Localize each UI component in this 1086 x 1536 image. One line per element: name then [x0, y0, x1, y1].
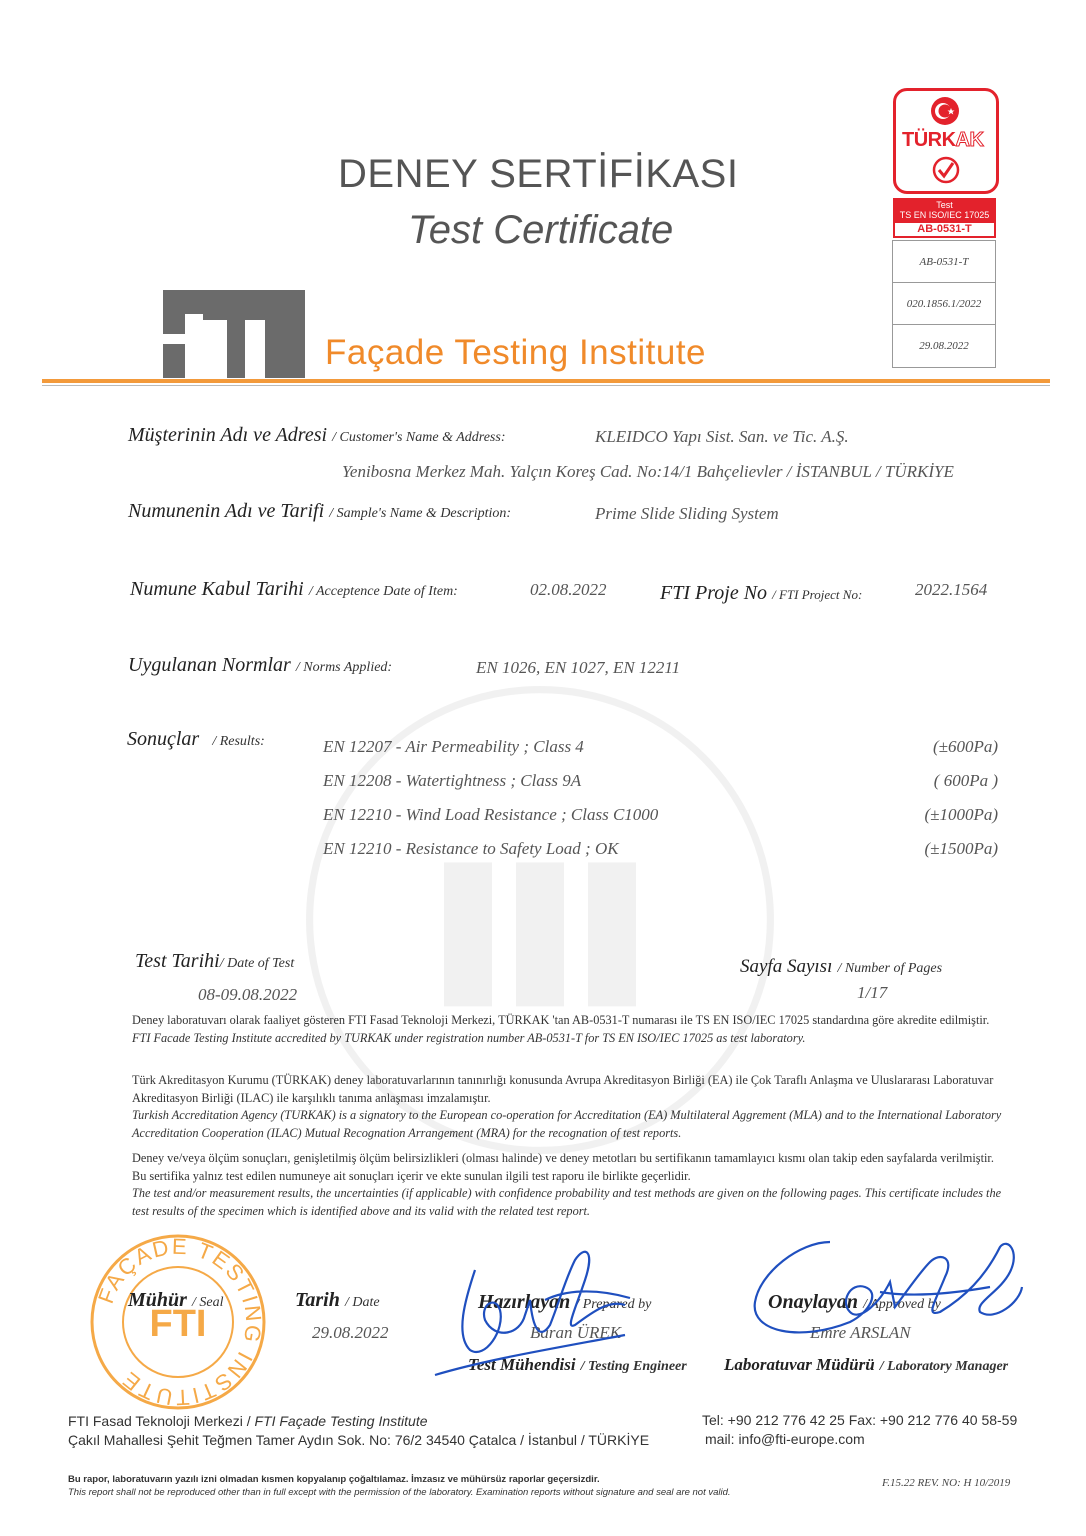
preparer-signature: [425, 1240, 655, 1380]
footer-organization: [68, 1413, 428, 1429]
checkmark-icon: [931, 155, 961, 185]
report-number: 020.1856.1/2022: [893, 283, 995, 325]
prepared-label-tr: Hazırlayan: [478, 1291, 571, 1313]
approved-title-en: / Laboratory Manager: [879, 1359, 1009, 1374]
project-field: [660, 582, 862, 605]
pages-label-tr: Sayfa Sayısı: [740, 956, 833, 977]
paragraph-3-en: The test and/or measurement results, the uncertainties (if applicable) with confidence probability and test methods are given on the following pages. This certificate includes the test results of the specimen which is identified above and its valid with the related test report.: [132, 1186, 1002, 1218]
result-text: EN 12210 - Resistance to Safety Load ; OK: [323, 839, 619, 858]
turkish-flag-icon: [930, 96, 960, 126]
paragraph-1-en: FTI Facade Testing Institute accredited by TURKAK under registration number AB-0531-T for TS EN ISO/IEC 17025 as test laboratory.: [132, 1030, 806, 1045]
results-label-tr: Sonuçlar: [127, 728, 200, 750]
accreditation-info-box: [892, 240, 996, 368]
approved-name: Emre ARSLAN: [810, 1323, 911, 1342]
results-label-en: / Results:: [212, 734, 265, 749]
result-row: [323, 839, 998, 859]
result-row: [323, 805, 998, 825]
acceptance-label-en: / Acceptence Date of Item:: [308, 584, 458, 599]
date-label-tr: Tarih: [295, 1289, 340, 1311]
paragraph-results-note: [132, 1150, 1002, 1220]
footer-address: Çakıl Mahallesi Şehit Teğmen Tamer Aydın Sok. No: 76/2 34540 Çatalca / İstanbul / TÜRKİYE: [68, 1432, 650, 1448]
acceptance-value: 02.08.2022: [530, 580, 607, 599]
paragraph-accreditation: [132, 1012, 1002, 1047]
footer-org-en: FTI Façade Testing Institute: [254, 1413, 428, 1429]
sample-label-en: / Sample's Name & Description:: [329, 506, 512, 521]
sample-field: [128, 500, 511, 523]
prepared-title-tr: Test Mühendisi: [468, 1355, 576, 1374]
approver-signature: [740, 1232, 1030, 1362]
project-label-en: / FTI Project No:: [772, 587, 863, 602]
result-row: [323, 737, 998, 757]
date-label-en: / Date: [344, 1295, 380, 1310]
institute-seal: [88, 1232, 268, 1412]
paragraph-recognition: [132, 1072, 1002, 1142]
issue-date: 29.08.2022: [919, 339, 969, 352]
sample-label-tr: Numunenin Adı ve Tarifi: [128, 500, 325, 522]
paragraph-2-en: Turkish Accreditation Agency (TURKAK) is a signatory to the European co-operation for Accreditation (EA) Multilateral Aggrement (MLA) and to the International Laboratory Accreditation Cooperation (ILAC) Mutual Recognation Arrangement (MRA) for the recognation of test reports.: [132, 1108, 1002, 1140]
result-text: EN 12207 - Air Permeability ; Class 4: [323, 737, 584, 756]
approved-label-tr: Onaylayan: [768, 1291, 858, 1313]
prepared-name: Baran ÜREK: [530, 1323, 622, 1342]
acceptance-label-tr: Numune Kabul Tarihi: [130, 578, 304, 600]
seal-center-text: FTI: [149, 1303, 207, 1345]
seal-label-tr: Mühür: [128, 1289, 187, 1311]
customer-label-en: / Customer's Name & Address:: [332, 430, 506, 445]
header-grey-rule: [42, 385, 1050, 386]
norms-label-tr: Uygulanan Normlar: [128, 654, 291, 676]
norms-label-en: / Norms Applied:: [295, 660, 393, 675]
norms-field: [128, 654, 392, 677]
accreditation-number: AB-0531-T: [893, 241, 995, 283]
customer-label-tr: Müşterinin Adı ve Adresi: [128, 424, 328, 446]
date-field: [295, 1289, 380, 1312]
customer-name: KLEIDCO Yapı Sist. San. ve Tic. A.Ş.: [595, 427, 849, 446]
form-code: F.15.22 REV. NO: H 10/2019: [882, 1477, 1011, 1489]
turkak-test-label: Test: [936, 200, 953, 210]
turkak-brand-part1: TÜRK: [902, 129, 956, 151]
certificate-title-tr: DENEY SERTİFİKASI: [338, 152, 739, 196]
seal-ring-text: FAÇADE TESTING INSTITUTE: [93, 1233, 267, 1411]
paragraph-1-tr: Deney laboratuvarı olarak faaliyet gösteren FTI Fasad Teknoloji Merkezi, TÜRKAK 'tan AB-0531-T numarası ile TS EN ISO/IEC 17025 standardına göre akredite edilmiştir.: [132, 1013, 990, 1027]
footer-org-tr: FTI Fasad Teknoloji Merkezi /: [68, 1413, 251, 1429]
result-text: EN 12210 - Wind Load Resistance ; Class C1000: [323, 805, 659, 824]
result-text: EN 12208 - Watertightness ; Class 9A: [323, 771, 582, 790]
pages-field: [740, 956, 942, 978]
fti-logo: [145, 290, 305, 378]
result-pressure: (±600Pa): [932, 737, 998, 756]
test-date-value: 08-09.08.2022: [198, 985, 298, 1004]
result-pressure: (±1000Pa): [924, 805, 998, 824]
test-date-field: [135, 950, 294, 973]
turkak-standard: TS EN ISO/IEC 17025: [899, 210, 990, 220]
certificate-title-en: Test Certificate: [408, 208, 674, 252]
approved-label-en: / Approved by: [863, 1297, 941, 1312]
test-date-label-en: / Date of Test: [219, 956, 295, 971]
turkak-accreditation-mark: [893, 88, 997, 238]
prepared-label-en: / Prepared by: [575, 1297, 652, 1312]
turkak-number: AB-0531-T: [893, 221, 996, 238]
results-field: [127, 728, 265, 751]
result-pressure: (±1500Pa): [924, 839, 998, 858]
institute-name: Façade Testing Institute: [325, 333, 707, 372]
test-date-label-tr: Test Tarihi: [135, 950, 220, 972]
project-value: 2022.1564: [915, 580, 988, 599]
approved-title-tr: Laboratuvar Müdürü: [724, 1355, 875, 1374]
paragraph-2-tr: Türk Akreditasyon Kurumu (TÜRKAK) deney laboratuvarlarının tanınırlığı konusunda Avrupa Akreditasyon Birliği (EA) ile Çok Taraflı Anlaşma ve Uluslararası Laboratuvar Akreditasyon Birliği (ILAC) ile karşılıklı tanıma anlaşması imzalamıştır.: [132, 1073, 994, 1105]
pages-value: 1/17: [857, 983, 888, 1002]
pages-label-en: / Number of Pages: [837, 961, 943, 976]
sample-value: Prime Slide Sliding System: [595, 504, 779, 523]
project-label-tr: FTI Proje No: [660, 582, 768, 604]
header-orange-rule: [42, 379, 1050, 383]
date-value: 29.08.2022: [312, 1323, 389, 1342]
footer-notice-tr: Bu rapor, laboratuvarın yazılı izni olmadan kısmen kopyalanıp çoğaltılamaz. İmzasız ve mühürsüz raporlar geçersizdir.: [68, 1474, 600, 1485]
customer-field: [128, 424, 506, 447]
prepared-title-en: / Testing Engineer: [580, 1359, 687, 1374]
turkak-brand-part2: AK: [955, 129, 984, 151]
seal-field: [128, 1289, 224, 1312]
seal-label-en: / Seal: [192, 1295, 224, 1310]
result-pressure: ( 600Pa ): [933, 771, 998, 790]
result-row: [323, 771, 998, 791]
footer-phone: Tel: +90 212 776 42 25 Fax: +90 212 776 40 58-59: [702, 1412, 1018, 1428]
paragraph-3-tr: Deney ve/veya ölçüm sonuçları, genişletilmiş ölçüm belirsizlikleri (olması halinde) ve deney metotları bu sertifikanın tamamlayıcı kısmı olan takip eden sayfalarda verilmiştir. Bu sertifika yalnız test edilen numuneye ait sonuçları içerir ve ekte sunulan ilgili test raporu ile birlikte geçerlidir.: [132, 1151, 994, 1183]
footer-email: mail: info@fti-europe.com: [705, 1431, 865, 1447]
customer-address: Yenibosna Merkez Mah. Yalçın Koreş Cad. No:14/1 Bahçelievler / İSTANBUL / TÜRKİYE: [342, 462, 954, 481]
acceptance-field: [130, 578, 458, 601]
footer-notice-en: This report shall not be reproduced other than in full except with the permission of the laboratory. Examination reports without signature and seal are not valid.: [68, 1487, 731, 1498]
norms-value: EN 1026, EN 1027, EN 12211: [476, 658, 681, 677]
